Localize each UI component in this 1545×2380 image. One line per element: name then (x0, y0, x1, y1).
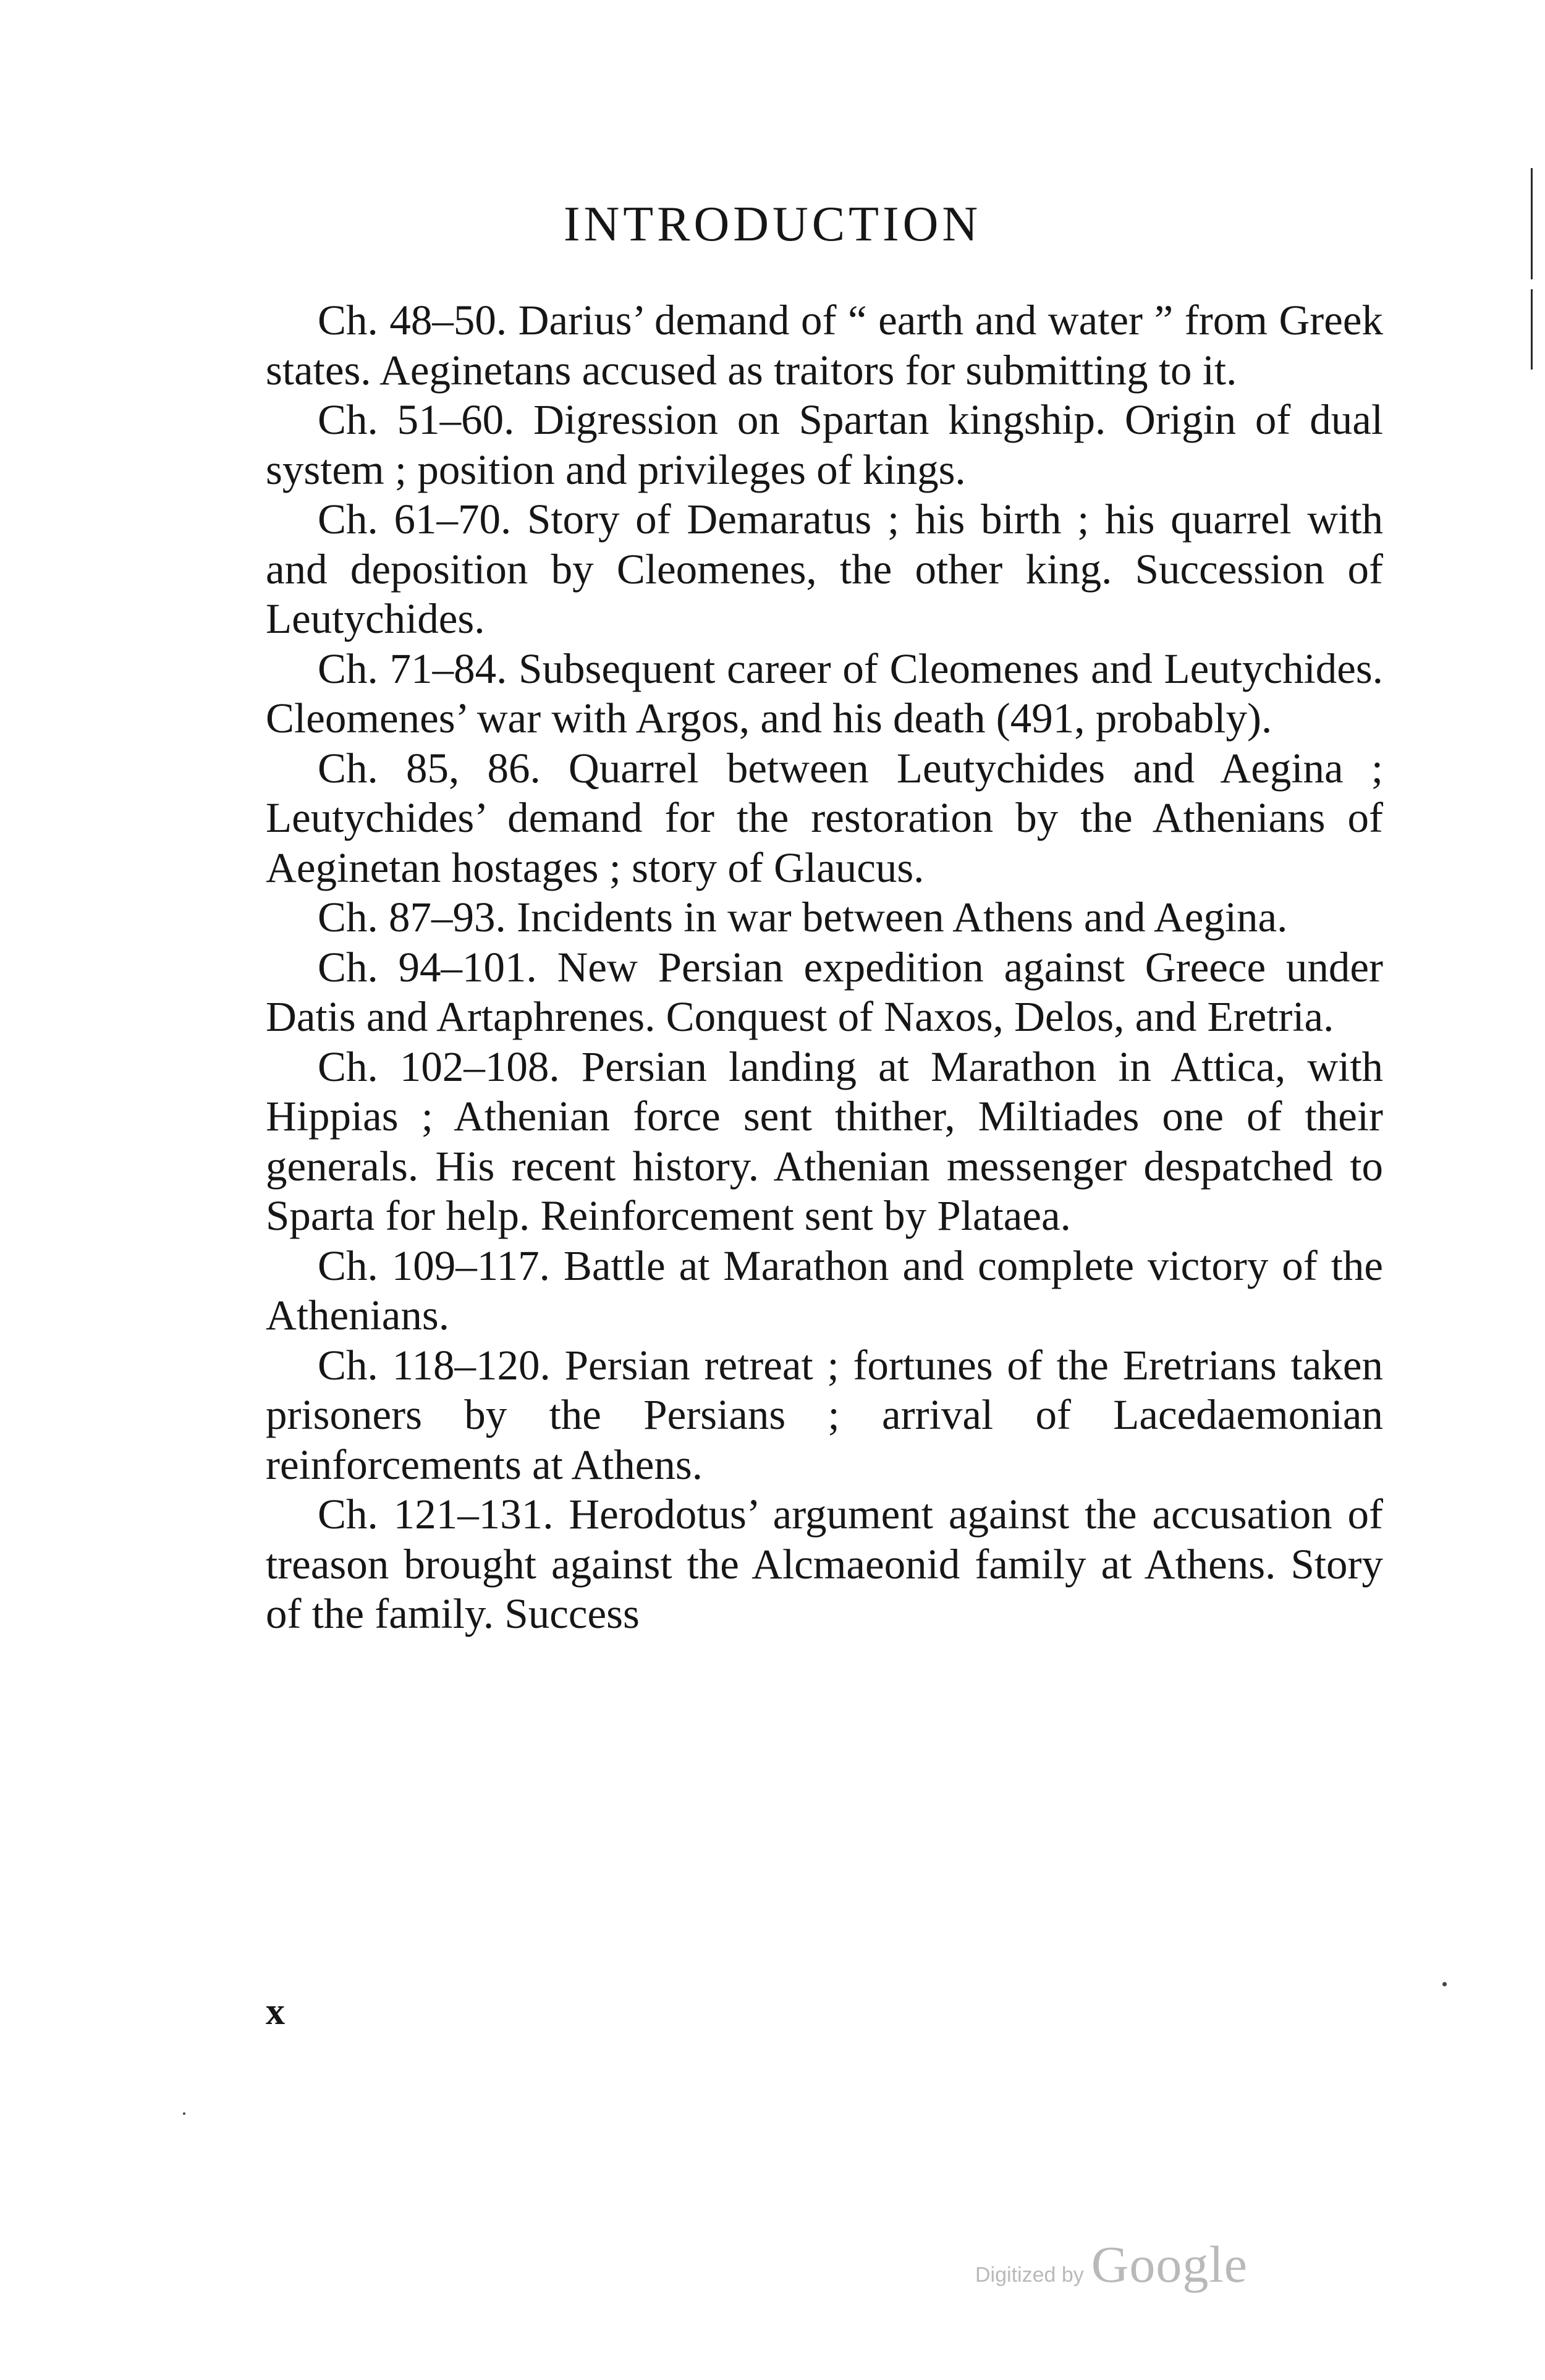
paragraph-ch-121-131: Ch. 121–131. Herodotus’ argument against the accusation of treason brought against the Alcmaeonid family at Athens. Story of the family. Success (266, 1491, 1383, 1637)
digitization-watermark (975, 2235, 1248, 2295)
scan-speck (183, 2112, 185, 2115)
paragraph-ch-102-108: Ch. 102–108. Persian landing at Marathon in Attica, with Hippias ; Athenian force sent thither, Miltiades one of their generals. His recent history. Athenian messenger despatched to Sparta for help. Reinforcement sent by Plataea. (266, 1043, 1383, 1239)
paragraph-ch-118-120: Ch. 118–120. Persian retreat ; fortunes of the Eretrians taken prisoners by the Persians ; arrival of Lacedaemonian reinforcements at Athens. (266, 1341, 1383, 1488)
scan-speck (1442, 1982, 1447, 1986)
watermark-prefix: Digitized by (975, 2263, 1084, 2287)
page-folio-number: x (266, 1991, 285, 2033)
scan-edge-line (1531, 289, 1533, 370)
paragraph-ch-109-117: Ch. 109–117. Battle at Marathon and complete victory of the Athenians. (266, 1242, 1383, 1339)
paragraph-ch-87-93: Ch. 87–93. Incidents in war between Athens and Aegina. (318, 894, 1288, 941)
paragraph-ch-51-60: Ch. 51–60. Digression on Spartan kingship. Origin of dual system ; position and privileges of kings. (266, 396, 1383, 493)
google-logo: Google (1091, 2236, 1248, 2293)
paragraph-ch-94-101: Ch. 94–101. New Persian expedition against Greece under Datis and Artaphrenes. Conquest of Naxos, Delos, and Eretria. (266, 943, 1383, 1040)
paragraph-ch-71-84: Ch. 71–84. Subsequent career of Cleomenes and Leutychides. Cleomenes’ war with Argos, and his death (491, probably). (266, 645, 1383, 742)
paragraph-ch-48-50: Ch. 48–50. Darius’ demand of “ earth and water ” from Greek states. Aeginetans accused as traitors for submitting to it. (266, 297, 1383, 394)
page-title: INTRODUCTION (563, 197, 982, 252)
chapter-summary-text (266, 295, 1383, 1639)
paragraph-ch-85-86: Ch. 85, 86. Quarrel between Leutychides and Aegina ; Leutychides’ demand for the restoration by the Athenians of Aeginetan hostages ; story of Glaucus. (266, 744, 1383, 891)
scan-edge-line (1531, 168, 1533, 279)
paragraph-ch-61-70: Ch. 61–70. Story of Demaratus ; his birth ; his quarrel with and deposition by Cleomenes, the other king. Succession of Leutychides. (266, 496, 1383, 642)
